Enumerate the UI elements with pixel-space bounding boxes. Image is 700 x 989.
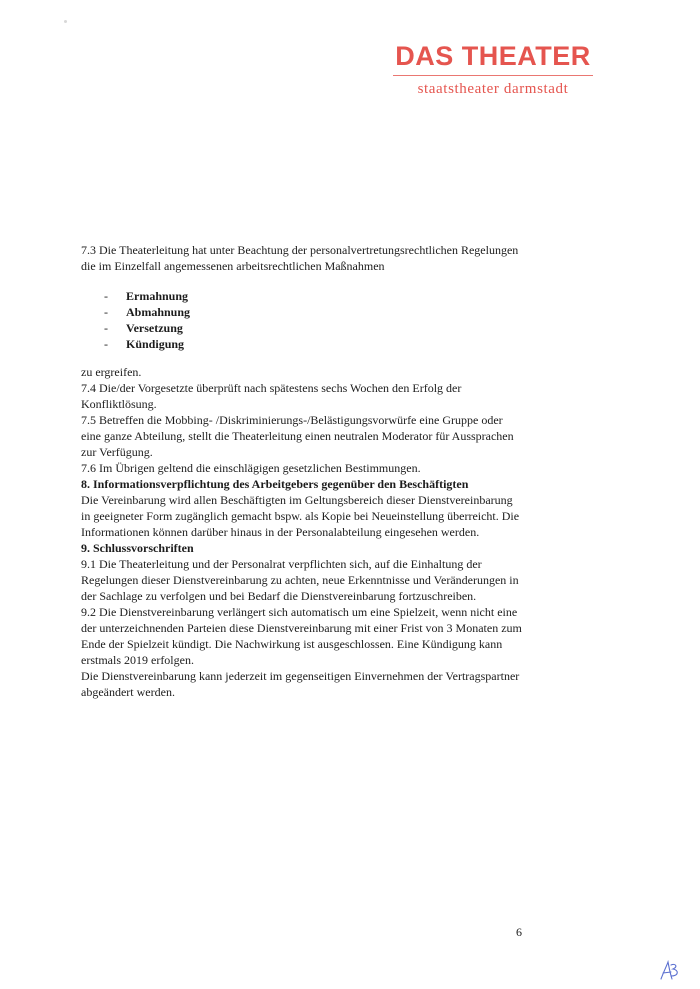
paragraph-7-6: 7.6 Im Übrigen geltend die einschlägigen gesetzlichen Bestimmungen. xyxy=(81,461,421,475)
measure-label: Kündigung xyxy=(126,337,185,351)
paragraph-7-3: 7.3 Die Theaterleitung hat unter Beachtung der personalvertretungsrechtlichen Regelungen die im Einzelfall angemessenen arbeitsrechtlichen Maßnahmen xyxy=(81,243,519,273)
paragraph-9-1: 9.1 Die Theaterleitung und der Personalrat verpflichten sich, auf die Einhaltung der Regelungen dieser Dienstvereinbarung zu achten, neue Erkenntnisse und Veränderungen in der Sachlage zu verfolgen und bei Bedarf die Dienstvereinbarung fortzuschreiben. xyxy=(81,557,519,603)
paragraph-final: Die Dienstvereinbarung kann jederzeit im gegenseitigen Einvernehmen der Vertragspartner abgeändert werden. xyxy=(81,669,520,699)
theater-logo xyxy=(393,40,593,98)
measure-label: Versetzung xyxy=(126,321,183,335)
paragraph-9-2: 9.2 Die Dienstvereinbarung verlängert sich automatisch um eine Spielzeit, wenn nicht eine der unterzeichnenden Parteien diese Dienstvereinbarung mit einer Frist von 3 Monaten zum Ende der Spielzeit kündigt. Die Nachwirkung ist ausgeschlossen. Eine Kündigung kann erstmals 2019 erfolgen. xyxy=(81,605,522,667)
document-body xyxy=(81,242,523,700)
list-dash: - xyxy=(104,337,108,351)
paragraph-7-3-end: zu ergreifen. xyxy=(81,365,142,379)
logo-subtitle: staatstheater darmstadt xyxy=(417,81,569,97)
paragraph-8: Die Vereinbarung wird allen Beschäftigten im Geltungsbereich dieser Dienstvereinbarung in geeigneter Form zugänglich gemacht bspw. als Kopie bei Neueinstellung überreicht. Die Informationen können darüber hinaus in der Personalabteilung eingesehen werden. xyxy=(81,493,520,539)
list-dash: - xyxy=(104,289,108,303)
list-item xyxy=(81,288,523,304)
section-8-heading: 8. Informationsverpflichtung des Arbeitgebers gegenüber den Beschäftigten xyxy=(81,477,469,491)
paragraph-7-5: 7.5 Betreffen die Mobbing- /Diskriminierungs-/Belästigungsvorwürfe eine Gruppe oder eine ganze Abteilung, stellt die Theaterleitung einen neutralen Moderator für Aussprachen zur Verfügung. xyxy=(81,413,514,459)
measures-list xyxy=(81,288,523,352)
measure-label: Ermahnung xyxy=(126,289,189,303)
paragraph-7-4: 7.4 Die/der Vorgesetzte überprüft nach spätestens sechs Wochen den Erfolg der Konfliktlösung. xyxy=(81,381,462,411)
page-number: 6 xyxy=(516,925,522,939)
measure-label: Abmahnung xyxy=(126,305,191,319)
section-9-heading: 9. Schlussvorschriften xyxy=(81,541,194,555)
list-dash: - xyxy=(104,305,108,319)
scan-speck xyxy=(64,20,67,23)
logo-title: DAS THEATER xyxy=(395,41,591,71)
logo-divider xyxy=(393,75,593,76)
list-item xyxy=(81,304,523,320)
handwritten-initials-icon xyxy=(659,959,681,988)
list-dash: - xyxy=(104,321,108,335)
list-item xyxy=(81,336,523,352)
list-item xyxy=(81,320,523,336)
